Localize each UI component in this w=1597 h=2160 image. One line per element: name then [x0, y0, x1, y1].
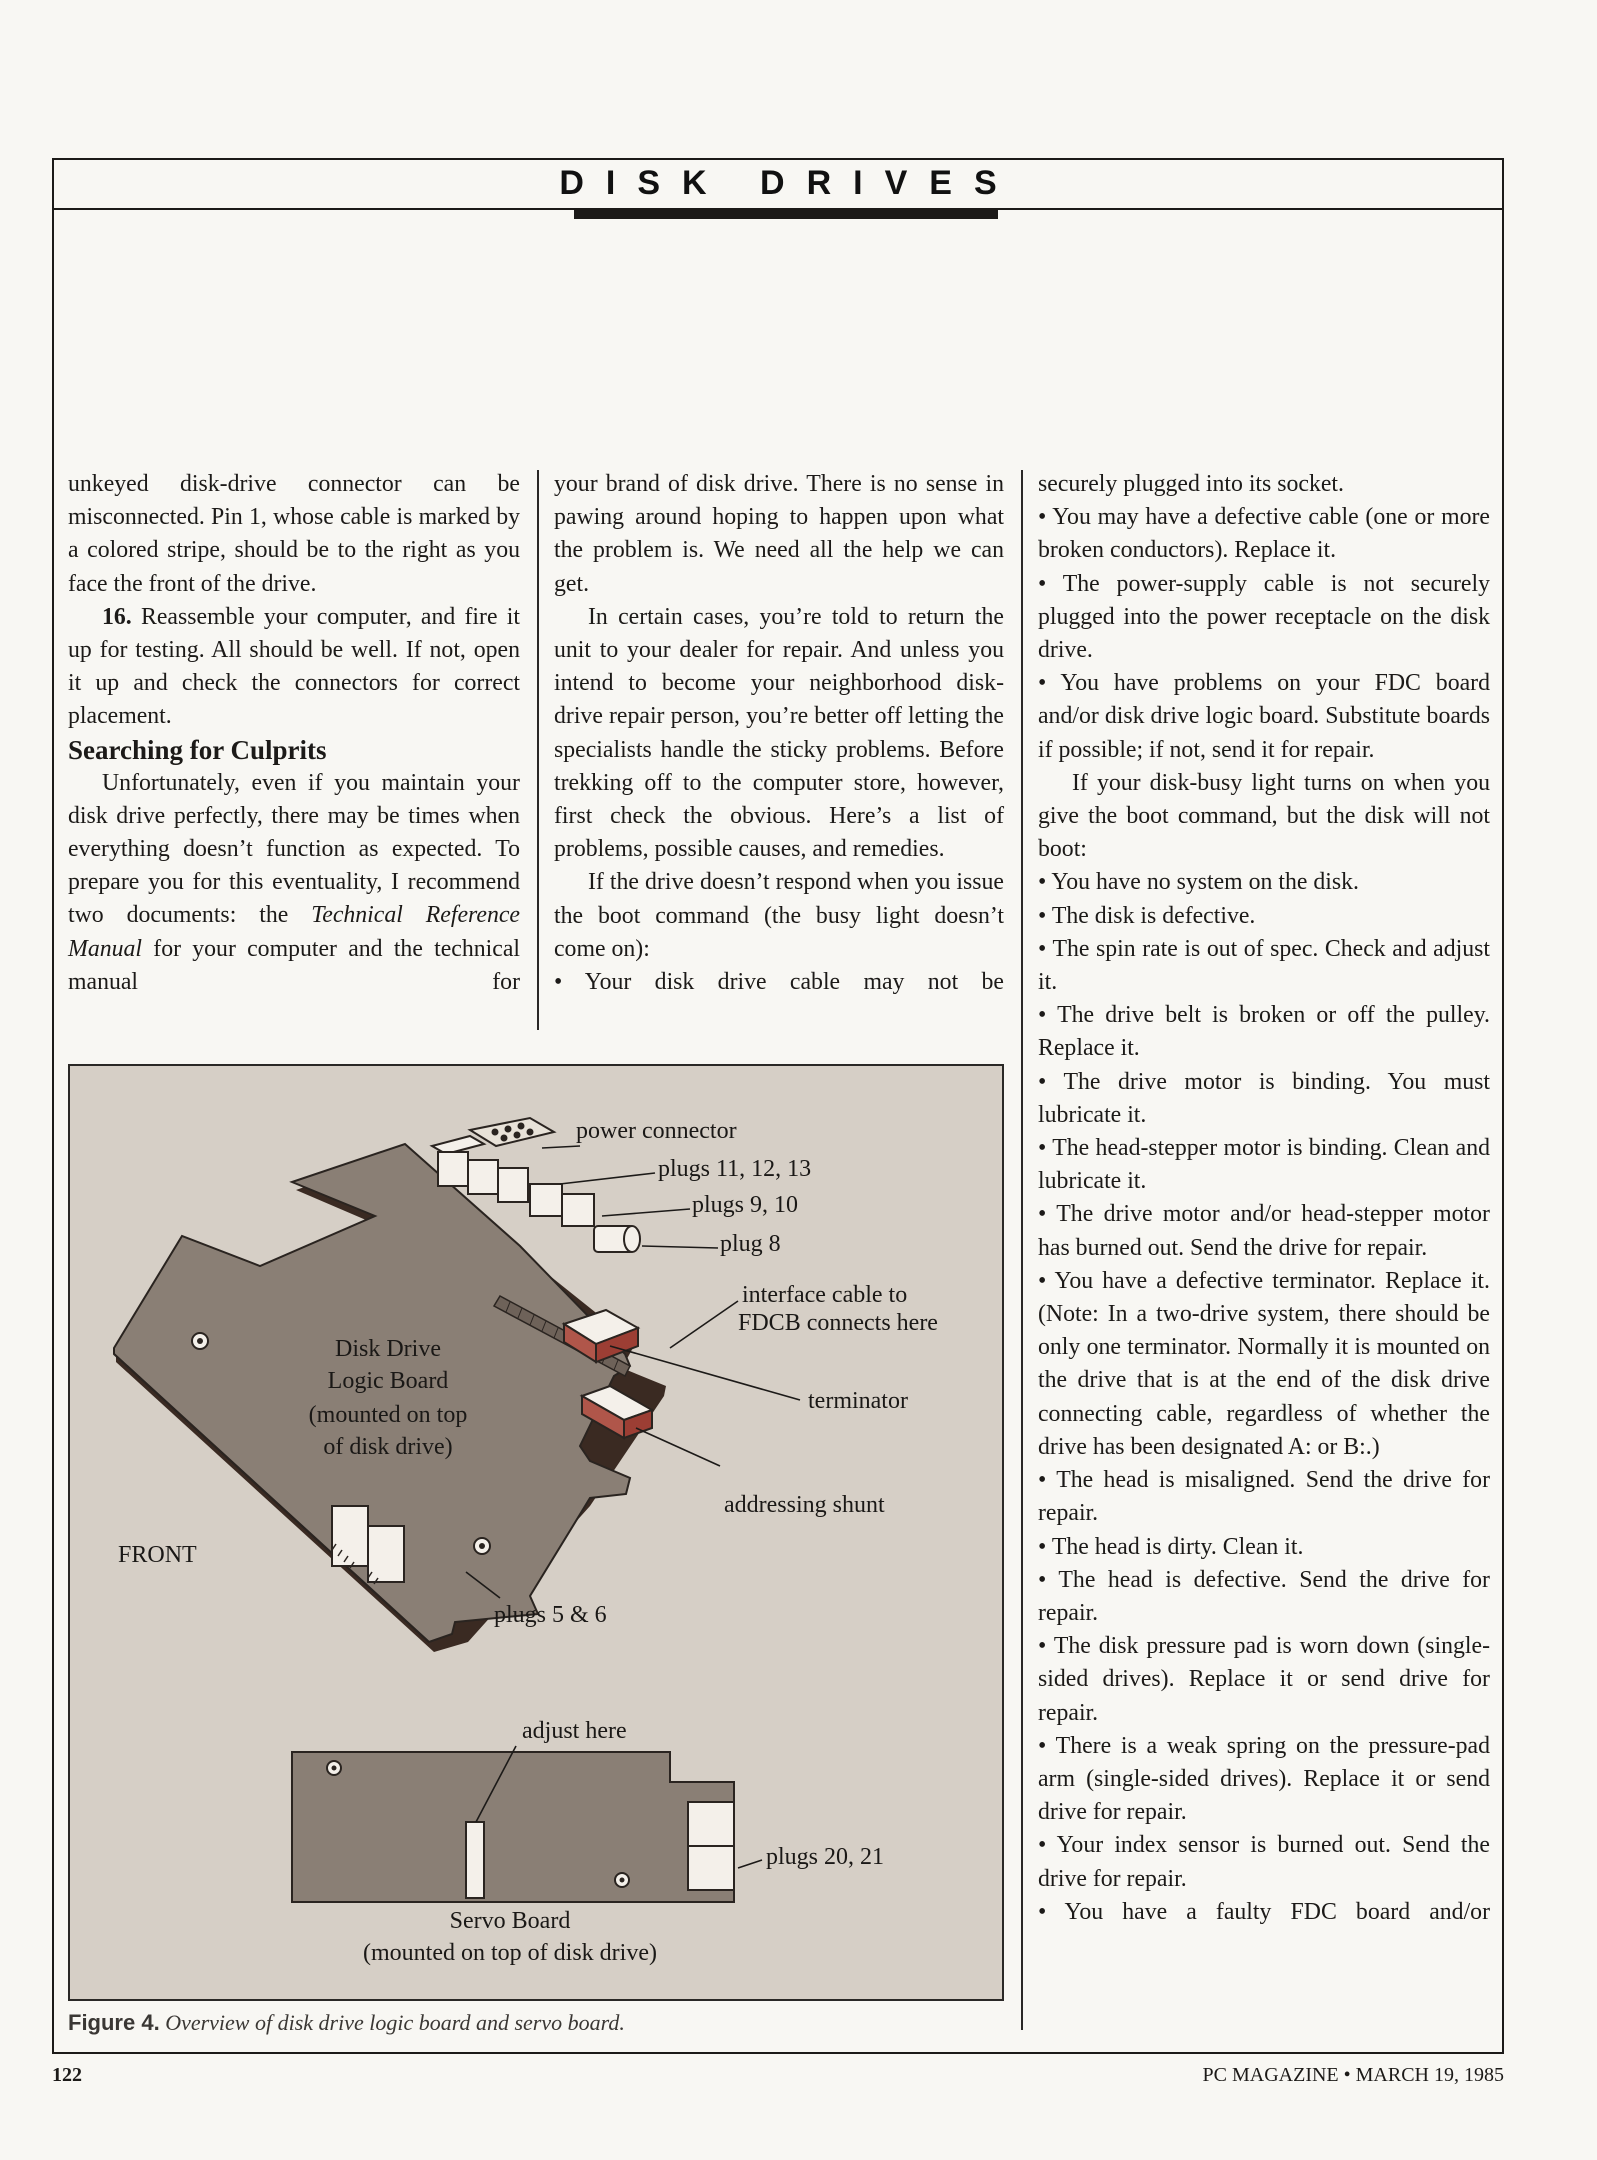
bullet-item: • The head is defective. Send the drive for repair. [1038, 1566, 1490, 1626]
paragraph-text: for your computer and the technical manual for [68, 935, 521, 995]
label-logic-board-2: Logic Board [327, 1368, 449, 1394]
label-adjust-here: adjust here [522, 1718, 627, 1744]
label-front: FRONT [118, 1542, 197, 1568]
bullet-item: • The head-stepper motor is binding. Clean and lubricate it. [1038, 1135, 1490, 1195]
plugs-20-21-connector [688, 1802, 734, 1890]
servo-adjust-pot [466, 1822, 484, 1898]
subheading: Searching for Culprits [68, 734, 327, 765]
bullet-item: • The drive motor is binding. You must lubricate it. [1038, 1068, 1490, 1128]
label-logic-board: Disk Drive [335, 1336, 441, 1362]
paragraph-text: Reassemble your computer, and fire it up for testing. All should be well. If not, open it up and check the connectors for correct placement. [68, 603, 520, 730]
column-rule [537, 470, 539, 1030]
caption-text: Overview of disk drive logic board and servo board. [165, 2010, 625, 2035]
plugs-9-10-connector [530, 1184, 594, 1226]
bullet-item: • You have a faulty FDC board and/or [1038, 1898, 1490, 1925]
paragraph-text: Unfortunately, even if you maintain your disk drive perfectly, there may be times when everything doesn’t function as expected. To prepare you for this eventuality, I recommend two documents: the [68, 769, 520, 929]
bullet-item: • You may have a defective cable (one or more broken conductors). Replace it. [1038, 504, 1490, 564]
label-plug-8: plug 8 [720, 1231, 781, 1257]
section-header [52, 158, 1504, 210]
paragraph: If the drive doesn’t respond when you issue the boot command (the busy light doesn’t come on): [554, 869, 1004, 962]
label-plugs-20-21: plugs 20, 21 [766, 1844, 885, 1870]
book-title: Technical Reference Manual [68, 902, 520, 962]
label-servo-board-2: (mounted on top of disk drive) [363, 1940, 657, 1966]
bullet-item: • There is a weak spring on the pressure-pad arm (single-sided drives). Replace it or send drive for repair. [1038, 1732, 1490, 1826]
paragraph: unkeyed disk-drive connector can be misconnected. Pin 1, whose cable is marked by a colored stripe, should be to the right as you face the front of the drive. [68, 471, 520, 597]
paragraph: securely plugged into its socket. [1038, 471, 1344, 497]
text-column-2 [554, 468, 1004, 999]
paragraph [68, 601, 520, 734]
text-column-3 [1038, 468, 1490, 1929]
paragraph: your brand of disk drive. There is no sense in pawing around hoping to happen upon what the problem is. We need all the help we can get. [554, 471, 1004, 597]
label-interface-cable: interface cable to [742, 1282, 908, 1308]
page-number: 122 [52, 2064, 82, 2086]
bullet-item: • You have no system on the disk. [1038, 869, 1360, 896]
bullet-item: • The power-supply cable is not securely plugged into the power receptacle on the disk drive. [1038, 570, 1490, 664]
bullet-item: • The head is misaligned. Send the drive for repair. [1038, 1467, 1490, 1527]
column-rule [1021, 470, 1023, 2030]
bullet-item: • Your disk drive cable may not be [554, 969, 1004, 996]
servo-board [292, 1752, 734, 1902]
paragraph: In certain cases, you’re told to return the unit to your dealer for repair. And unless you intend to become your neighborhood disk-drive repair person, you’re better off letting the specialists handle the sticky problems. Before trekking off to the computer store, however, first check the obvious. Here’s a list of problems, possible causes, and remedies. [554, 603, 1004, 863]
bullet-item: • The head is dirty. Clean it. [1038, 1533, 1304, 1560]
paragraph: If your disk-busy light turns on when you give the boot command, but the disk will not boot: [1038, 769, 1490, 863]
label-servo-board: Servo Board [449, 1908, 571, 1934]
bullet-item: • The disk is defective. [1038, 902, 1256, 929]
label-plugs-9-10: plugs 9, 10 [692, 1192, 799, 1218]
bullet-item: • You have a defective terminator. Replace it. (Note: In a two-drive system, there should be only one terminator. Normally it is mounted on the drive that is at the end of the disk drive connecting cable, regardless of whether the drive has been designated A: or B:.) [1038, 1267, 1490, 1460]
plug-8-connector [594, 1226, 640, 1252]
label-terminator: terminator [808, 1388, 908, 1414]
paragraph [68, 767, 520, 999]
bullet-item: • The disk pressure pad is worn down (single-sided drives). Replace it or send drive for repair. [1038, 1633, 1490, 1726]
label-interface-cable-2: FDCB connects here [738, 1310, 938, 1336]
publication-line: PC MAGAZINE • MARCH 19, 1985 [1202, 2064, 1504, 2086]
label-addressing-shunt: addressing shunt [724, 1492, 885, 1518]
bullet-item: • Your index sensor is burned out. Send the drive for repair. [1038, 1832, 1490, 1892]
section-title-underline [574, 210, 998, 219]
bullet-item: • The drive belt is broken or off the pulley. Replace it. [1038, 1002, 1490, 1062]
label-power-connector: power connector [576, 1118, 737, 1144]
step-number: 16. [102, 603, 132, 630]
section-title: DISK DRIVES [559, 164, 1019, 202]
bullet-item: • The drive motor and/or head-stepper motor has burned out. Send the drive for repair. [1038, 1201, 1490, 1261]
label-plugs-11-12-13: plugs 11, 12, 13 [658, 1156, 812, 1182]
label-logic-board-3: (mounted on top [308, 1402, 468, 1428]
label-logic-board-4: of disk drive) [323, 1434, 453, 1460]
figure-4 [68, 1064, 1004, 2001]
power-connector [470, 1118, 554, 1146]
bullet-item: • You have problems on your FDC board and/or disk drive logic board. Substitute boards if possible; if not, send it for repair. [1038, 670, 1490, 763]
bullet-item: • The spin rate is out of spec. Check and adjust it. [1038, 935, 1490, 996]
label-plugs-5-6: plugs 5 & 6 [494, 1602, 607, 1628]
text-column-1 [68, 468, 520, 999]
caption-label: Figure 4. [68, 2010, 160, 2035]
figure-caption [68, 2010, 1008, 2036]
